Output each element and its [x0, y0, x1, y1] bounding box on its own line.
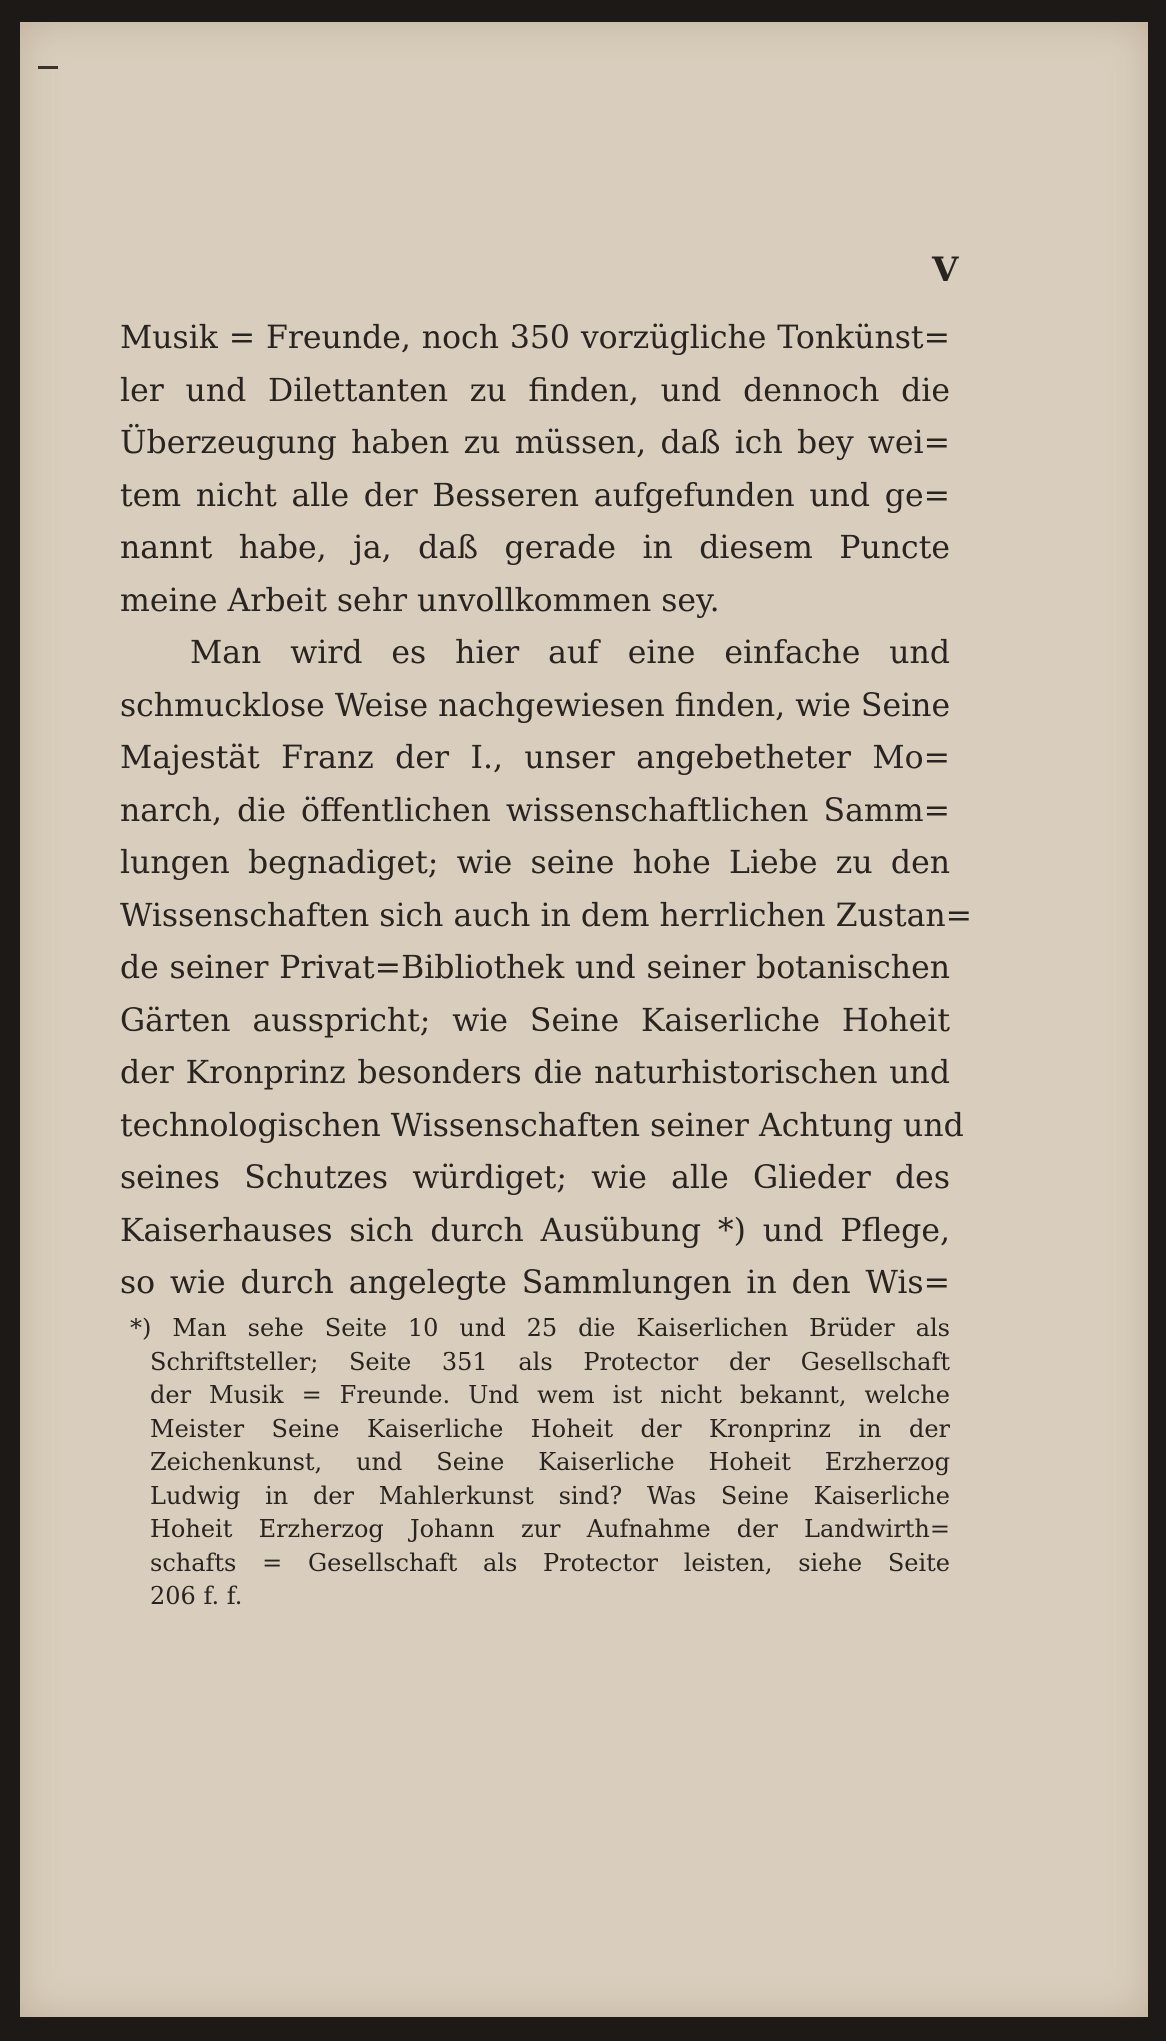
- body-line: so wie durch angelegte Sammlungen in den Wis=: [120, 1265, 950, 1301]
- book-page: [20, 22, 1148, 2017]
- body-text: [120, 312, 973, 1310]
- body-line: Musik = Freunde, noch 350 vorzügliche Tonkünst=: [120, 320, 950, 356]
- body-line: Kaiserhauses sich durch Ausübung *) und Pflege,: [120, 1212, 950, 1249]
- page-number: V: [932, 250, 959, 290]
- footnote-line: schafts = Gesellschaft als Protector leisten, siehe Seite: [150, 1548, 950, 1577]
- body-line: Überzeugung haben zu müssen, daß ich bey wei=: [120, 425, 950, 461]
- body-line: narch, die öffentlichen wissenschaftlichen Samm=: [120, 792, 950, 829]
- body-line: seines Schutzes würdiget; wie alle Glieder des: [120, 1160, 950, 1196]
- body-line: technologischen Wissenschaften seiner Achtung und: [120, 1107, 964, 1144]
- body-line: meine Arbeit sehr unvollkommen sey.: [120, 582, 720, 619]
- footnote-line: 206 f. f.: [150, 1582, 243, 1610]
- page-edge-mark: [38, 66, 58, 69]
- footnote-line: *) Man sehe Seite 10 und 25 die Kaiserlichen Brüder als: [130, 1314, 950, 1342]
- footnote: [130, 1312, 950, 1614]
- body-line: Majestät Franz der I., unser angebetheter Mo=: [120, 740, 950, 776]
- body-line: schmucklose Weise nachgewiesen finden, wie Seine: [120, 687, 951, 724]
- footnote-line: Hoheit Erzherzog Johann zur Aufnahme der Landwirth=: [150, 1515, 950, 1543]
- footnote-line: Schriftsteller; Seite 351 als Protector der Gesellschaft: [150, 1347, 950, 1376]
- body-line: Wissenschaften sich auch in dem herrlichen Zustan=: [120, 897, 973, 934]
- footnote-line: der Musik = Freunde. Und wem ist nicht bekannt, welche: [150, 1381, 950, 1409]
- body-line: ler und Dilettanten zu finden, und dennoch die: [120, 372, 950, 409]
- footnote-line: Ludwig in der Mahlerkunst sind? Was Seine Kaiserliche: [150, 1481, 950, 1510]
- body-line: tem nicht alle der Besseren aufgefunden und ge=: [120, 477, 950, 514]
- body-line: nannt habe, ja, daß gerade in diesem Puncte: [120, 530, 950, 566]
- footnote-line: Meister Seine Kaiserliche Hoheit der Kronprinz in der: [150, 1414, 950, 1443]
- footnote-line: Zeichenkunst, und Seine Kaiserliche Hoheit Erzherzog: [150, 1448, 950, 1476]
- body-line: lungen begnadiget; wie seine hohe Liebe zu den: [120, 845, 950, 881]
- body-line: der Kronprinz besonders die naturhistorischen und: [120, 1055, 950, 1091]
- body-line: de seiner Privat=Bibliothek und seiner botanischen: [120, 950, 950, 986]
- body-line: Gärten ausspricht; wie Seine Kaiserliche Hoheit: [120, 1002, 950, 1039]
- body-line: Man wird es hier auf eine einfache und: [190, 635, 950, 671]
